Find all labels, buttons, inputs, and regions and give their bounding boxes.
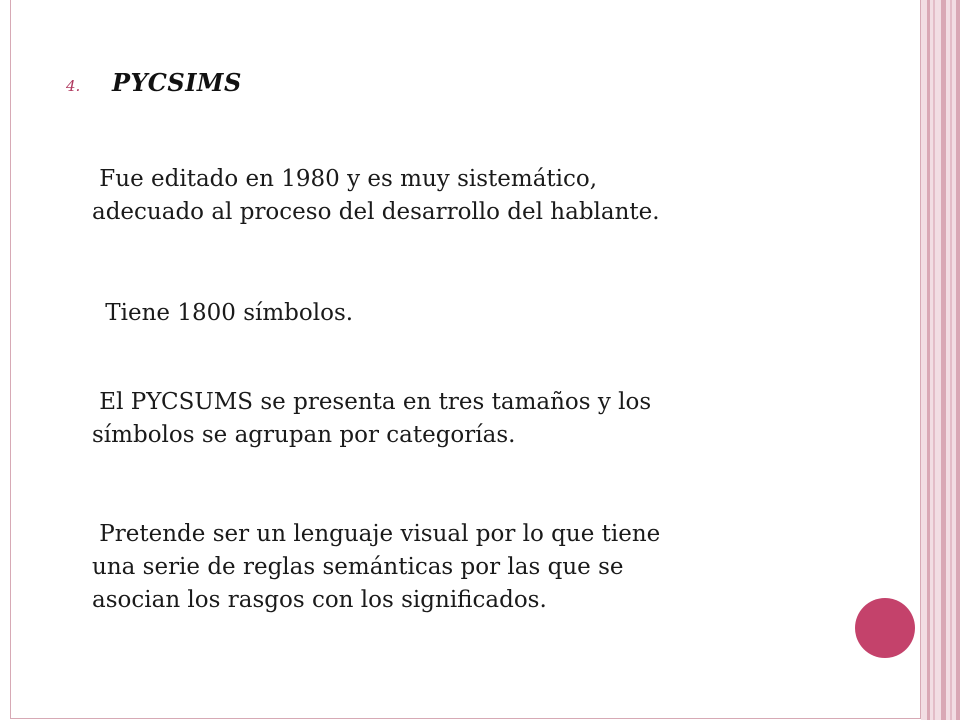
paragraph-line: adecuado al proceso del desarrollo del hablante.: [92, 199, 660, 225]
heading-number: 4.: [66, 77, 81, 95]
paragraph-simbolos: [98, 297, 353, 330]
paragraph-line: una serie de reglas semánticas por las que se: [92, 554, 624, 580]
heading-title: PYCSIMS: [112, 68, 242, 97]
slide-heading: [66, 68, 242, 97]
paragraph-line: símbolos se agrupan por categorías.: [92, 422, 516, 448]
paragraph-lenguaje-visual: [92, 518, 660, 617]
paragraph-line: asocian los rasgos con los significados.: [92, 587, 547, 613]
decorative-side-stripes: [921, 0, 960, 720]
paragraph-editado: [92, 163, 660, 229]
stripe: [956, 0, 960, 720]
paragraph-tamanos: [92, 386, 651, 452]
paragraph-line: Pretende ser un lenguaje visual por lo que tiene: [92, 521, 661, 547]
paragraph-line: Tiene 1800 símbolos.: [98, 300, 354, 326]
decorative-circle: [855, 598, 915, 658]
stripe: [941, 0, 946, 720]
stripe: [933, 0, 935, 720]
paragraph-line: El PYCSUMS se presenta en tres tamaños y los: [92, 389, 652, 415]
stripe: [927, 0, 930, 720]
stripe: [950, 0, 952, 720]
paragraph-line: Fue editado en 1980 y es muy sistemático,: [92, 166, 598, 192]
